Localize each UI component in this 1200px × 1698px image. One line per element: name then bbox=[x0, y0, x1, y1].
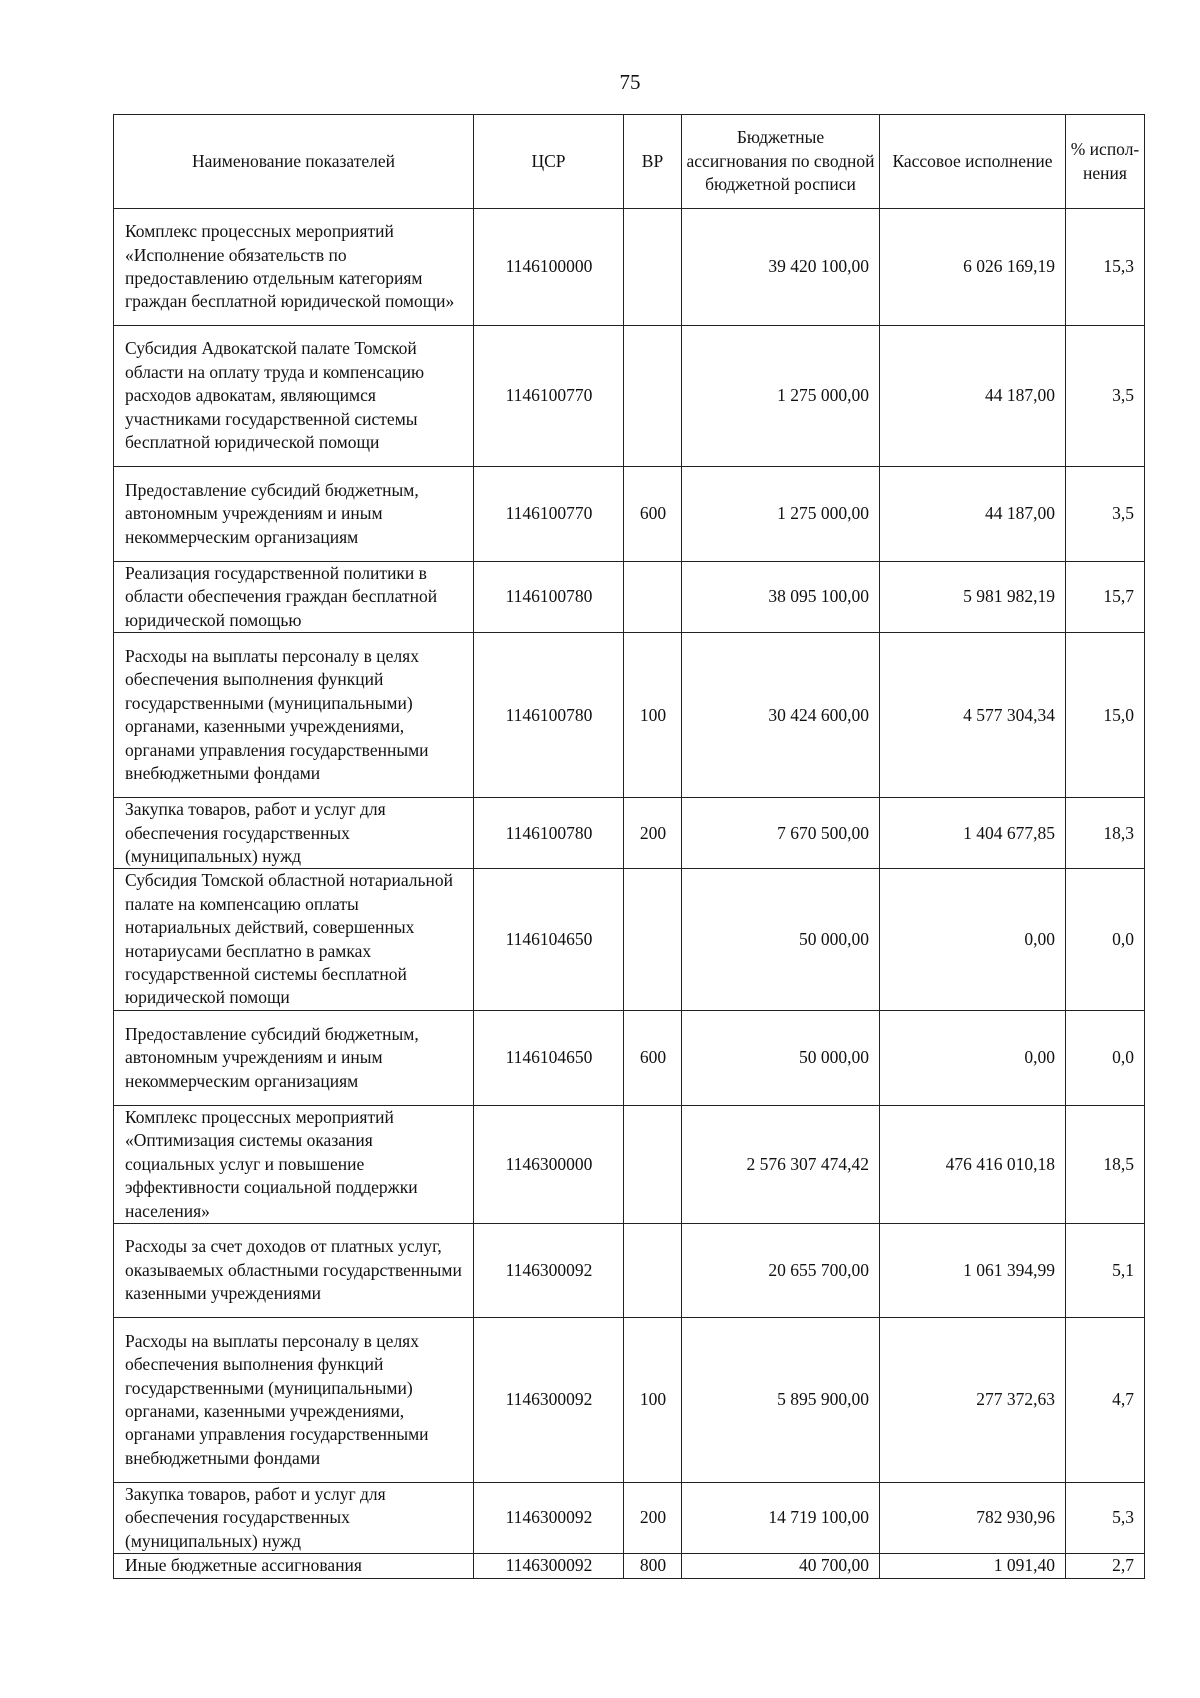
row-execution: 0,00 bbox=[880, 1010, 1066, 1105]
table-row bbox=[114, 209, 1145, 326]
table-row bbox=[114, 467, 1145, 562]
table-row bbox=[114, 1223, 1145, 1317]
row-percent: 3,5 bbox=[1066, 326, 1145, 467]
row-vr: 600 bbox=[624, 467, 682, 562]
row-assignments: 14 719 100,00 bbox=[682, 1482, 880, 1553]
table-row bbox=[114, 633, 1145, 798]
row-name: Субсидия Томской областной нотариальной палате на компенсацию оплаты нотариальных действий, совершенных нотариусами бесплатно в рамках государственной системы бесплатной юридической помощи bbox=[114, 869, 474, 1010]
row-csr: 1146100770 bbox=[474, 326, 624, 467]
table-row bbox=[114, 1010, 1145, 1105]
table-row bbox=[114, 1105, 1145, 1223]
table-row bbox=[114, 326, 1145, 467]
row-execution: 277 372,63 bbox=[880, 1317, 1066, 1482]
row-assignments: 38 095 100,00 bbox=[682, 562, 880, 633]
row-percent: 0,0 bbox=[1066, 869, 1145, 1010]
row-assignments: 2 576 307 474,42 bbox=[682, 1105, 880, 1223]
row-percent: 15,3 bbox=[1066, 209, 1145, 326]
row-vr: 600 bbox=[624, 1010, 682, 1105]
row-assignments: 1 275 000,00 bbox=[682, 467, 880, 562]
row-execution: 1 404 677,85 bbox=[880, 798, 1066, 869]
row-assignments: 50 000,00 bbox=[682, 1010, 880, 1105]
row-execution: 476 416 010,18 bbox=[880, 1105, 1066, 1223]
row-vr: 200 bbox=[624, 1482, 682, 1553]
row-execution: 6 026 169,19 bbox=[880, 209, 1066, 326]
row-csr: 1146300092 bbox=[474, 1554, 624, 1578]
row-vr bbox=[624, 562, 682, 633]
row-assignments: 40 700,00 bbox=[682, 1554, 880, 1578]
row-name: Предоставление субсидий бюджетным, автономным учреждениям и иным некоммерческим организациям bbox=[114, 1010, 474, 1105]
header-execution: Кассовое исполнение bbox=[880, 115, 1066, 209]
row-vr bbox=[624, 326, 682, 467]
row-execution: 5 981 982,19 bbox=[880, 562, 1066, 633]
row-execution: 44 187,00 bbox=[880, 467, 1066, 562]
table-row bbox=[114, 1482, 1145, 1553]
table-row bbox=[114, 1317, 1145, 1482]
table-row bbox=[114, 562, 1145, 633]
row-assignments: 39 420 100,00 bbox=[682, 209, 880, 326]
row-percent: 18,3 bbox=[1066, 798, 1145, 869]
row-execution: 1 091,40 bbox=[880, 1554, 1066, 1578]
header-percent: % испол-нения bbox=[1066, 115, 1145, 209]
row-name: Комплекс процессных мероприятий «Оптимизация системы оказания социальных услуг и повышение эффективности социальной поддержки населения» bbox=[114, 1105, 474, 1223]
header-name: Наименование показателей bbox=[114, 115, 474, 209]
row-vr: 800 bbox=[624, 1554, 682, 1578]
row-name: Иные бюджетные ассигнования bbox=[114, 1554, 474, 1578]
row-execution: 4 577 304,34 bbox=[880, 633, 1066, 798]
header-csr: ЦСР bbox=[474, 115, 624, 209]
row-vr bbox=[624, 869, 682, 1010]
row-percent: 4,7 bbox=[1066, 1317, 1145, 1482]
row-assignments: 5 895 900,00 bbox=[682, 1317, 880, 1482]
row-csr: 1146300092 bbox=[474, 1317, 624, 1482]
row-percent: 3,5 bbox=[1066, 467, 1145, 562]
row-name: Реализация государственной политики в области обеспечения граждан бесплатной юридической помощью bbox=[114, 562, 474, 633]
budget-execution-table bbox=[113, 114, 1145, 1579]
row-percent: 15,0 bbox=[1066, 633, 1145, 798]
row-execution: 44 187,00 bbox=[880, 326, 1066, 467]
table-row bbox=[114, 869, 1145, 1010]
row-execution: 782 930,96 bbox=[880, 1482, 1066, 1553]
row-csr: 1146300092 bbox=[474, 1482, 624, 1553]
row-name: Комплекс процессных мероприятий «Исполнение обязательств по предоставлению отдельным категориям граждан бесплатной юридической помощи» bbox=[114, 209, 474, 326]
header-vr: ВР bbox=[624, 115, 682, 209]
row-name: Закупка товаров, работ и услуг для обеспечения государственных (муниципальных) нужд bbox=[114, 798, 474, 869]
row-vr: 100 bbox=[624, 1317, 682, 1482]
row-percent: 5,1 bbox=[1066, 1223, 1145, 1317]
table-row bbox=[114, 1554, 1145, 1578]
row-csr: 1146300092 bbox=[474, 1223, 624, 1317]
row-assignments: 1 275 000,00 bbox=[682, 326, 880, 467]
row-vr bbox=[624, 1105, 682, 1223]
header-assignments: Бюджетные ассигнования по сводной бюджетной росписи bbox=[682, 115, 880, 209]
table-row bbox=[114, 798, 1145, 869]
page-number: 75 bbox=[619, 70, 641, 94]
row-name: Закупка товаров, работ и услуг для обеспечения государственных (муниципальных) нужд bbox=[114, 1482, 474, 1553]
row-assignments: 20 655 700,00 bbox=[682, 1223, 880, 1317]
row-csr: 1146100780 bbox=[474, 633, 624, 798]
row-assignments: 7 670 500,00 bbox=[682, 798, 880, 869]
row-vr bbox=[624, 1223, 682, 1317]
row-csr: 1146100780 bbox=[474, 562, 624, 633]
row-name: Предоставление субсидий бюджетным, автономным учреждениям и иным некоммерческим организациям bbox=[114, 467, 474, 562]
row-execution: 0,00 bbox=[880, 869, 1066, 1010]
row-name: Расходы на выплаты персоналу в целях обеспечения выполнения функций государственными (муниципальными) органами, казенными учреждениями, органами управления государственными внебюджетными фондами bbox=[114, 633, 474, 798]
row-name: Расходы за счет доходов от платных услуг, оказываемых областными государственными казенными учреждениями bbox=[114, 1223, 474, 1317]
row-execution: 1 061 394,99 bbox=[880, 1223, 1066, 1317]
row-vr: 100 bbox=[624, 633, 682, 798]
row-name: Субсидия Адвокатской палате Томской области на оплату труда и компенсацию расходов адвокатам, являющимся участниками государственной системы бесплатной юридической помощи bbox=[114, 326, 474, 467]
row-percent: 2,7 bbox=[1066, 1554, 1145, 1578]
row-csr: 1146104650 bbox=[474, 869, 624, 1010]
row-assignments: 50 000,00 bbox=[682, 869, 880, 1010]
row-percent: 5,3 bbox=[1066, 1482, 1145, 1553]
row-vr bbox=[624, 209, 682, 326]
row-percent: 0,0 bbox=[1066, 1010, 1145, 1105]
row-name: Расходы на выплаты персоналу в целях обеспечения выполнения функций государственными (муниципальными) органами, казенными учреждениями, органами управления государственными внебюджетными фондами bbox=[114, 1317, 474, 1482]
row-assignments: 30 424 600,00 bbox=[682, 633, 880, 798]
row-percent: 15,7 bbox=[1066, 562, 1145, 633]
row-vr: 200 bbox=[624, 798, 682, 869]
row-csr: 1146104650 bbox=[474, 1010, 624, 1105]
table-header-row bbox=[114, 115, 1145, 209]
row-csr: 1146100770 bbox=[474, 467, 624, 562]
row-csr: 1146100780 bbox=[474, 798, 624, 869]
row-csr: 1146100000 bbox=[474, 209, 624, 326]
row-percent: 18,5 bbox=[1066, 1105, 1145, 1223]
row-csr: 1146300000 bbox=[474, 1105, 624, 1223]
